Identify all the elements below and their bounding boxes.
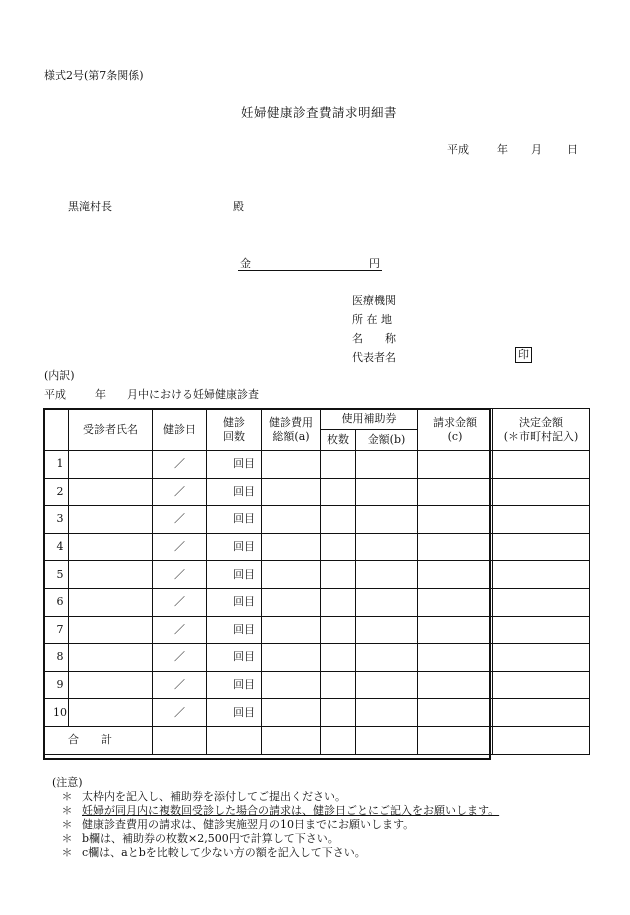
note-item <box>52 804 499 818</box>
date-year: 年 <box>497 143 508 156</box>
note-item <box>52 846 499 860</box>
date-month: 月 <box>531 143 542 156</box>
count-suffix: 回目 <box>233 705 255 719</box>
exam-date-cell[interactable] <box>153 671 207 699</box>
header-exam-count-line1: 健診 <box>223 415 245 429</box>
claim-amount-cell[interactable] <box>418 699 493 727</box>
row-number: 4 <box>44 533 69 561</box>
voucher-amount-cell[interactable] <box>356 451 418 479</box>
period-era: 平成 <box>44 388 66 401</box>
exam-count-cell[interactable] <box>207 561 262 589</box>
period-year: 年 <box>95 388 106 401</box>
total-cell[interactable] <box>321 726 356 754</box>
amount-prefix: 金 <box>240 257 251 270</box>
total-cell[interactable] <box>418 726 493 754</box>
table-row <box>44 644 590 672</box>
total-label: 合 計 <box>44 726 153 754</box>
decision-amount-cell[interactable] <box>493 588 590 616</box>
date-slash: ／ <box>174 484 185 498</box>
count-suffix: 回目 <box>233 595 255 609</box>
voucher-amount-cell[interactable] <box>356 671 418 699</box>
addressee-honorific: 殿 <box>233 200 244 213</box>
exam-date-cell[interactable] <box>153 506 207 534</box>
total-row <box>44 726 590 754</box>
note-text: 健康診査費用の請求は、健診実施翌月の10日までにお願いします。 <box>82 818 415 831</box>
header-claim-line1: 請求金額 <box>433 415 477 429</box>
table-row <box>44 699 590 727</box>
total-fee-cell[interactable] <box>262 478 321 506</box>
table-row <box>44 451 590 479</box>
date-slash: ／ <box>174 567 185 581</box>
row-number: 1 <box>44 451 69 479</box>
examinee-name-cell[interactable] <box>69 506 153 534</box>
seal-mark: 印 <box>515 347 532 363</box>
table-row <box>44 506 590 534</box>
row-number: 7 <box>44 616 69 644</box>
exam-date-cell[interactable] <box>153 478 207 506</box>
header-voucher-count: 枚数 <box>321 430 356 451</box>
decision-amount-cell[interactable] <box>493 561 590 589</box>
table-row <box>44 588 590 616</box>
voucher-amount-cell[interactable] <box>356 699 418 727</box>
decision-amount-cell[interactable] <box>493 699 590 727</box>
date-day: 日 <box>567 143 578 156</box>
institution-rep-label: 代表者名 <box>352 351 396 364</box>
note-text: 妊婦が同月内に複数回受診した場合の請求は、健診日ごとにご記入をお願いします。 <box>82 804 500 817</box>
voucher-count-cell[interactable] <box>321 644 356 672</box>
exam-date-cell[interactable] <box>153 533 207 561</box>
voucher-amount-cell[interactable] <box>356 561 418 589</box>
voucher-amount-cell[interactable] <box>356 506 418 534</box>
table-row <box>44 616 590 644</box>
count-suffix: 回目 <box>233 540 255 554</box>
header-claim-line2: (c) <box>447 429 463 443</box>
header-total-line1: 健診費用 <box>269 415 313 429</box>
row-number: 5 <box>44 561 69 589</box>
total-fee-cell[interactable] <box>262 671 321 699</box>
exam-count-cell[interactable] <box>207 533 262 561</box>
date-slash: ／ <box>174 540 185 554</box>
addressee-name: 黒滝村長 <box>68 200 112 213</box>
exam-count-cell[interactable] <box>207 478 262 506</box>
header-exam-count <box>207 409 262 451</box>
row-number: 2 <box>44 478 69 506</box>
note-bullet: ＊ <box>61 804 73 817</box>
institution-title-label: 名 称 <box>352 332 396 345</box>
exam-count-cell[interactable] <box>207 588 262 616</box>
row-number: 6 <box>44 588 69 616</box>
exam-count-cell[interactable] <box>207 699 262 727</box>
table-row <box>44 561 590 589</box>
institution-name-label: 医療機関 <box>352 294 396 307</box>
exam-date-cell[interactable] <box>153 451 207 479</box>
examinee-name-cell[interactable] <box>69 699 153 727</box>
voucher-count-cell[interactable] <box>321 616 356 644</box>
voucher-amount-cell[interactable] <box>356 478 418 506</box>
date-slash: ／ <box>174 650 185 664</box>
form-number: 様式2号(第7条関係) <box>44 69 144 82</box>
exam-date-cell[interactable] <box>153 699 207 727</box>
period-month-text: 月中における妊婦健康診査 <box>127 388 259 401</box>
claim-amount-cell[interactable] <box>418 616 493 644</box>
total-cell[interactable] <box>153 726 207 754</box>
voucher-count-cell[interactable] <box>321 478 356 506</box>
examinee-name-cell[interactable] <box>69 671 153 699</box>
notes-section <box>52 776 499 860</box>
count-suffix: 回目 <box>233 650 255 664</box>
claim-amount-cell[interactable] <box>418 644 493 672</box>
total-fee-cell[interactable] <box>262 451 321 479</box>
header-decision-line2: (＊市町村記入) <box>503 429 579 443</box>
voucher-amount-cell[interactable] <box>356 533 418 561</box>
decision-amount-cell[interactable] <box>493 478 590 506</box>
total-fee-cell[interactable] <box>262 533 321 561</box>
exam-date-cell[interactable] <box>153 588 207 616</box>
examinee-name-cell[interactable] <box>69 644 153 672</box>
claim-amount-cell[interactable] <box>418 561 493 589</box>
header-exam-count-line2: 回数 <box>223 429 245 443</box>
breakdown-label: (内訳) <box>44 369 75 382</box>
count-suffix: 回目 <box>233 457 255 471</box>
total-cell[interactable] <box>207 726 262 754</box>
date-slash: ／ <box>174 512 185 526</box>
claim-amount-cell[interactable] <box>418 533 493 561</box>
exam-count-cell[interactable] <box>207 616 262 644</box>
voucher-count-cell[interactable] <box>321 588 356 616</box>
count-suffix: 回目 <box>233 567 255 581</box>
date-slash: ／ <box>174 705 185 719</box>
decision-amount-cell[interactable] <box>493 671 590 699</box>
date-slash: ／ <box>174 595 185 609</box>
header-total-line2: 総額(a) <box>272 429 310 443</box>
date-slash: ／ <box>174 457 185 471</box>
note-bullet: ＊ <box>61 832 73 845</box>
exam-count-cell[interactable] <box>207 506 262 534</box>
total-fee-cell[interactable] <box>262 561 321 589</box>
voucher-count-cell[interactable] <box>321 533 356 561</box>
total-fee-cell[interactable] <box>262 506 321 534</box>
voucher-count-cell[interactable] <box>321 671 356 699</box>
date-slash: ／ <box>174 622 185 636</box>
total-cell[interactable] <box>356 726 418 754</box>
examinee-name-cell[interactable] <box>69 561 153 589</box>
claim-amount-cell[interactable] <box>418 588 493 616</box>
table-row <box>44 533 590 561</box>
exam-count-cell[interactable] <box>207 644 262 672</box>
decision-amount-cell[interactable] <box>493 616 590 644</box>
table-row <box>44 478 590 506</box>
total-cell[interactable] <box>262 726 321 754</box>
exam-date-cell[interactable] <box>153 561 207 589</box>
note-text: c欄は、aとbを比較して少ない方の額を記入して下さい。 <box>82 846 366 859</box>
note-item <box>52 818 499 832</box>
voucher-count-cell[interactable] <box>321 699 356 727</box>
institution-address-label: 所 在 地 <box>352 313 392 326</box>
amount-suffix: 円 <box>369 257 380 270</box>
voucher-count-cell[interactable] <box>321 561 356 589</box>
note-text: b欄は、補助券の枚数×2,500円で計算して下さい。 <box>82 832 339 845</box>
voucher-count-cell[interactable] <box>321 506 356 534</box>
count-suffix: 回目 <box>233 484 255 498</box>
row-number: 10 <box>44 699 69 727</box>
claim-amount-cell[interactable] <box>418 451 493 479</box>
note-text: 太枠内を記入し、補助券を添付してご提出ください。 <box>82 790 346 803</box>
count-suffix: 回目 <box>233 622 255 636</box>
note-item <box>52 790 499 804</box>
header-voucher: 使用補助券 <box>321 409 418 430</box>
examinee-name-cell[interactable] <box>69 451 153 479</box>
exam-count-cell[interactable] <box>207 671 262 699</box>
exam-date-cell[interactable] <box>153 616 207 644</box>
voucher-amount-cell[interactable] <box>356 588 418 616</box>
total-fee-cell[interactable] <box>262 588 321 616</box>
date-slash: ／ <box>174 678 185 692</box>
claim-table <box>43 408 590 755</box>
total-cell[interactable] <box>493 726 590 754</box>
decision-amount-cell[interactable] <box>493 644 590 672</box>
exam-count-cell[interactable] <box>207 451 262 479</box>
date-era: 平成 <box>447 143 469 156</box>
header-claim <box>418 409 493 451</box>
exam-date-cell[interactable] <box>153 644 207 672</box>
header-total <box>262 409 321 451</box>
table-row <box>44 671 590 699</box>
note-bullet: ＊ <box>61 846 73 859</box>
header-exam-date: 健診日 <box>153 409 207 451</box>
decision-amount-cell[interactable] <box>493 506 590 534</box>
header-examinee: 受診者氏名 <box>69 409 153 451</box>
notes-heading: (注意) <box>52 776 83 789</box>
header-voucher-amount: 金額(b) <box>356 430 418 451</box>
note-bullet: ＊ <box>61 818 73 831</box>
decision-amount-cell[interactable] <box>493 533 590 561</box>
row-number: 8 <box>44 644 69 672</box>
decision-amount-cell[interactable] <box>493 451 590 479</box>
total-fee-cell[interactable] <box>262 616 321 644</box>
examinee-name-cell[interactable] <box>69 616 153 644</box>
row-number: 3 <box>44 506 69 534</box>
voucher-count-cell[interactable] <box>321 451 356 479</box>
claim-amount-cell[interactable] <box>418 671 493 699</box>
note-bullet: ＊ <box>61 790 73 803</box>
note-item <box>52 832 499 846</box>
claim-amount-cell[interactable] <box>418 478 493 506</box>
document-title: 妊婦健康診査費請求明細書 <box>241 105 398 120</box>
total-fee-cell[interactable] <box>262 699 321 727</box>
count-suffix: 回目 <box>233 512 255 526</box>
total-fee-cell[interactable] <box>262 644 321 672</box>
examinee-name-cell[interactable] <box>69 588 153 616</box>
header-no <box>44 409 69 451</box>
amount-underline <box>238 270 382 271</box>
header-decision-line1: 決定金額 <box>519 415 563 429</box>
notes-list <box>52 790 499 860</box>
count-suffix: 回目 <box>233 678 255 692</box>
row-number: 9 <box>44 671 69 699</box>
claim-amount-cell[interactable] <box>418 506 493 534</box>
header-decision <box>493 409 590 451</box>
examinee-name-cell[interactable] <box>69 478 153 506</box>
examinee-name-cell[interactable] <box>69 533 153 561</box>
voucher-amount-cell[interactable] <box>356 616 418 644</box>
voucher-amount-cell[interactable] <box>356 644 418 672</box>
